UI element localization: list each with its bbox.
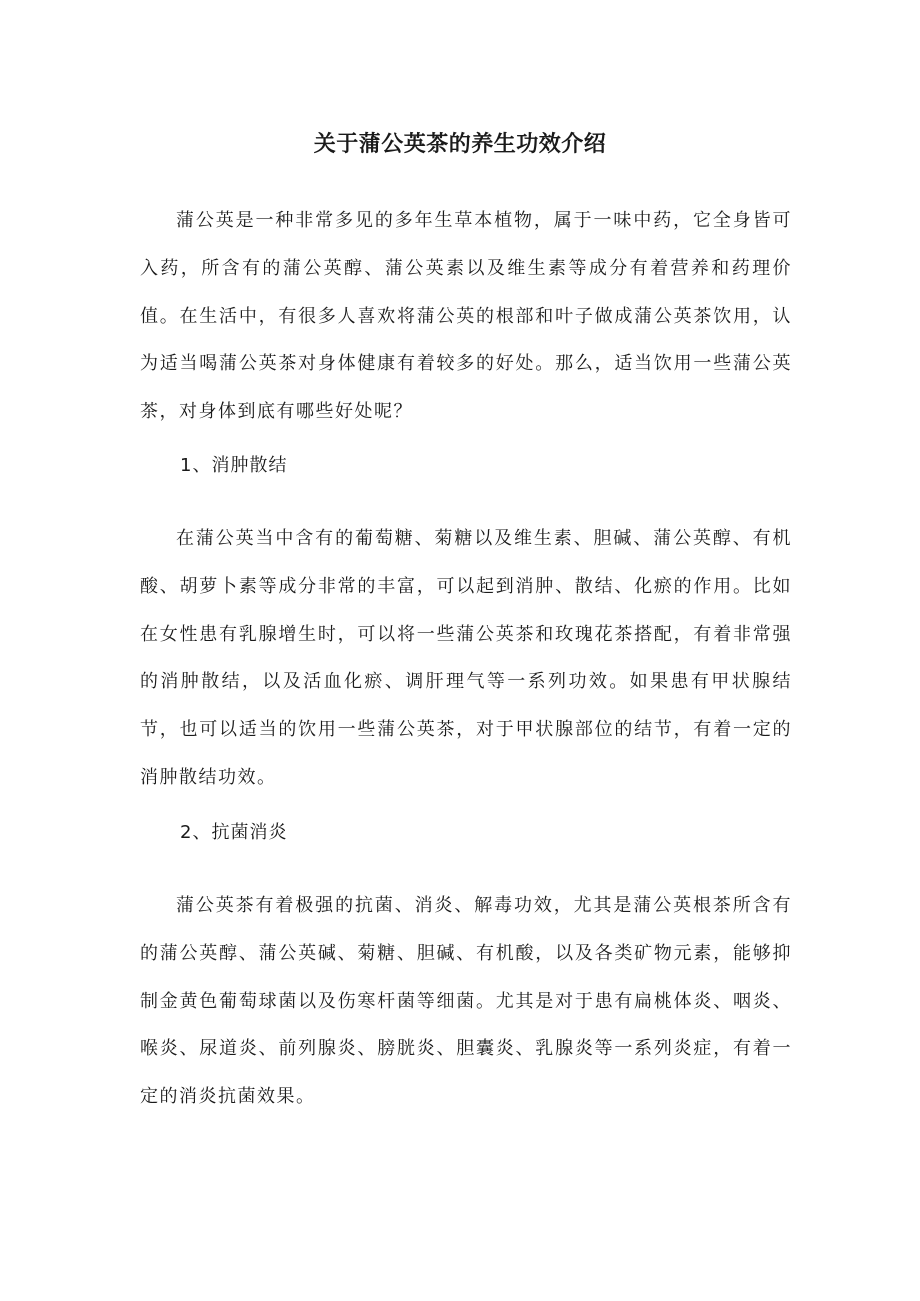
section-heading-2: 2、抗菌消炎 bbox=[180, 822, 288, 843]
section-body-1: 在蒲公英当中含有的葡萄糖、菊糖以及维生素、胆碱、蒲公英醇、有机酸、胡萝卜素等成分非常的丰富，可以起到消肿、散结、化瘀的作用。比如在女性患有乳腺增生时，可以将一些蒲公英茶和玫瑰花茶搭配，有着非常强的消肿散结，以及活血化瘀、调肝理气等一系列功效。如果患有甲状腺结节，也可以适当的饮用一些蒲公英茶，对于甲状腺部位的结节，有着一定的消肿散结功效。 bbox=[140, 528, 792, 788]
section-heading-1: 1、消肿散结 bbox=[180, 455, 288, 476]
section-body-2: 蒲公英茶有着极强的抗菌、消炎、解毒功效，尤其是蒲公英根茶所含有的蒲公英醇、蒲公英碱、菊糖、胆碱、有机酸，以及各类矿物元素，能够抑制金黄色葡萄球菌以及伤寒杆菌等细菌。尤其是对于患有扁桃体炎、咽炎、喉炎、尿道炎、前列腺炎、膀胱炎、胆囊炎、乳腺炎等一系列炎症，有着一定的消炎抗菌效果。 bbox=[140, 895, 792, 1108]
document-title: 关于蒲公英茶的养生功效介绍 bbox=[313, 130, 607, 157]
intro-paragraph: 蒲公英是一种非常多见的多年生草本植物，属于一味中药，它全身皆可入药，所含有的蒲公英醇、蒲公英素以及维生素等成分有着营养和药理价值。在生活中，有很多人喜欢将蒲公英的根部和叶子做成蒲公英茶饮用，认为适当喝蒲公英茶对身体健康有着较多的好处。那么，适当饮用一些蒲公英茶，对身体到底有哪些好处呢？ bbox=[140, 210, 792, 423]
